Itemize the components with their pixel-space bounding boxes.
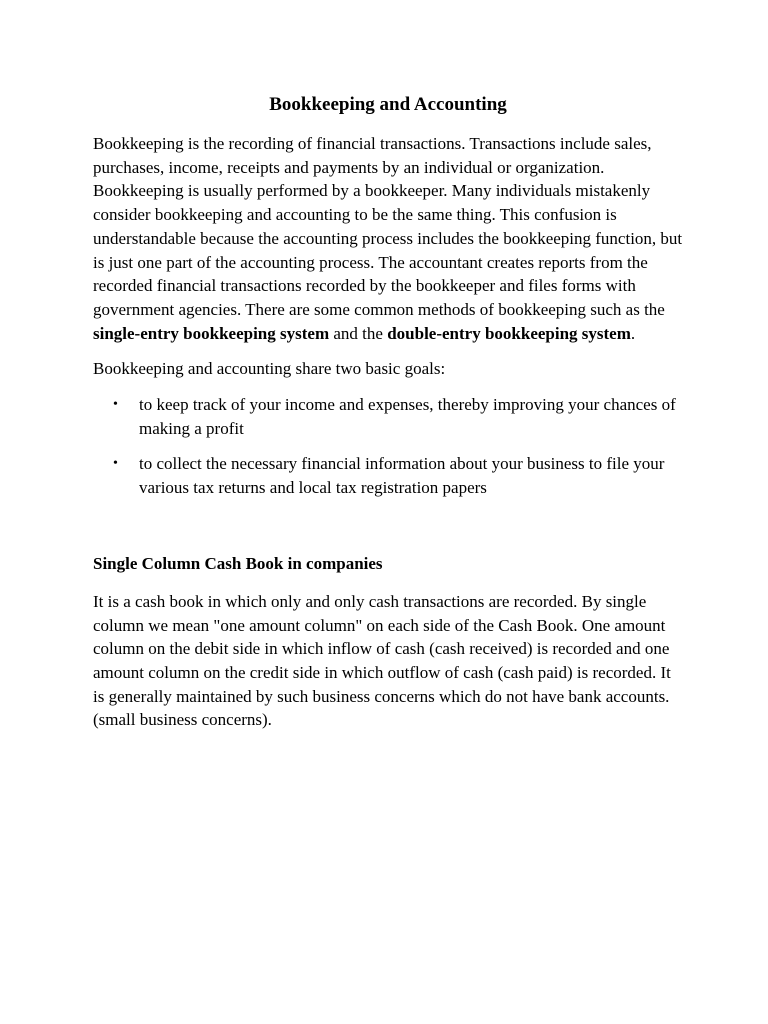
bullet-icon: • [113, 456, 118, 472]
list-item-text: to collect the necessary financial information about your business to file your various tax returns and local tax registration papers [139, 454, 665, 498]
list-item [93, 452, 683, 499]
section-paragraph: It is a cash book in which only and only cash transactions are recorded. By single column we mean "one amount column" on each side of the Cash Book. One amount column on the debit side in which inflow of cash (cash received) is recorded and one amount column on the credit side in which outflow of cash (cash paid) is recorded. It is generally maintained by such business concerns which do not have bank accounts. (small business concerns). [93, 591, 671, 730]
list-item-text: to keep track of your income and expenses, thereby improving your chances of making a profit [139, 395, 676, 438]
intro-text-2: and the [329, 323, 388, 343]
intro-bold-double-entry: double-entry bookkeeping system [387, 323, 631, 343]
section-heading: Single Column Cash Book in companies [93, 553, 383, 573]
intro-bold-single-entry: single-entry bookkeeping system [93, 323, 330, 343]
goals-intro: Bookkeeping and accounting share two basic goals: [93, 359, 446, 379]
list-item [93, 393, 683, 440]
page-title: Bookkeeping and Accounting [269, 94, 507, 115]
document-content [93, 92, 683, 732]
goals-list [93, 393, 683, 500]
intro-text-3: . [630, 323, 636, 343]
intro-text-1: Bookkeeping is the recording of financial transactions. Transactions include sales, purchases, income, receipts and payments by an individual or organization. Bookkeeping is usually performed by a bookkeeper. Many individuals mistakenly consider bookkeeping and accounting to be the same thing. This confusion is understandable because the accounting process includes the bookkeeping function, but is just one part of the accounting process. The accountant creates reports from the recorded financial transactions recorded by the bookkeeper and files forms with government agencies. There are some common methods of bookkeeping such as the [93, 134, 683, 319]
intro-paragraph [93, 132, 683, 345]
bullet-icon: • [113, 397, 118, 413]
